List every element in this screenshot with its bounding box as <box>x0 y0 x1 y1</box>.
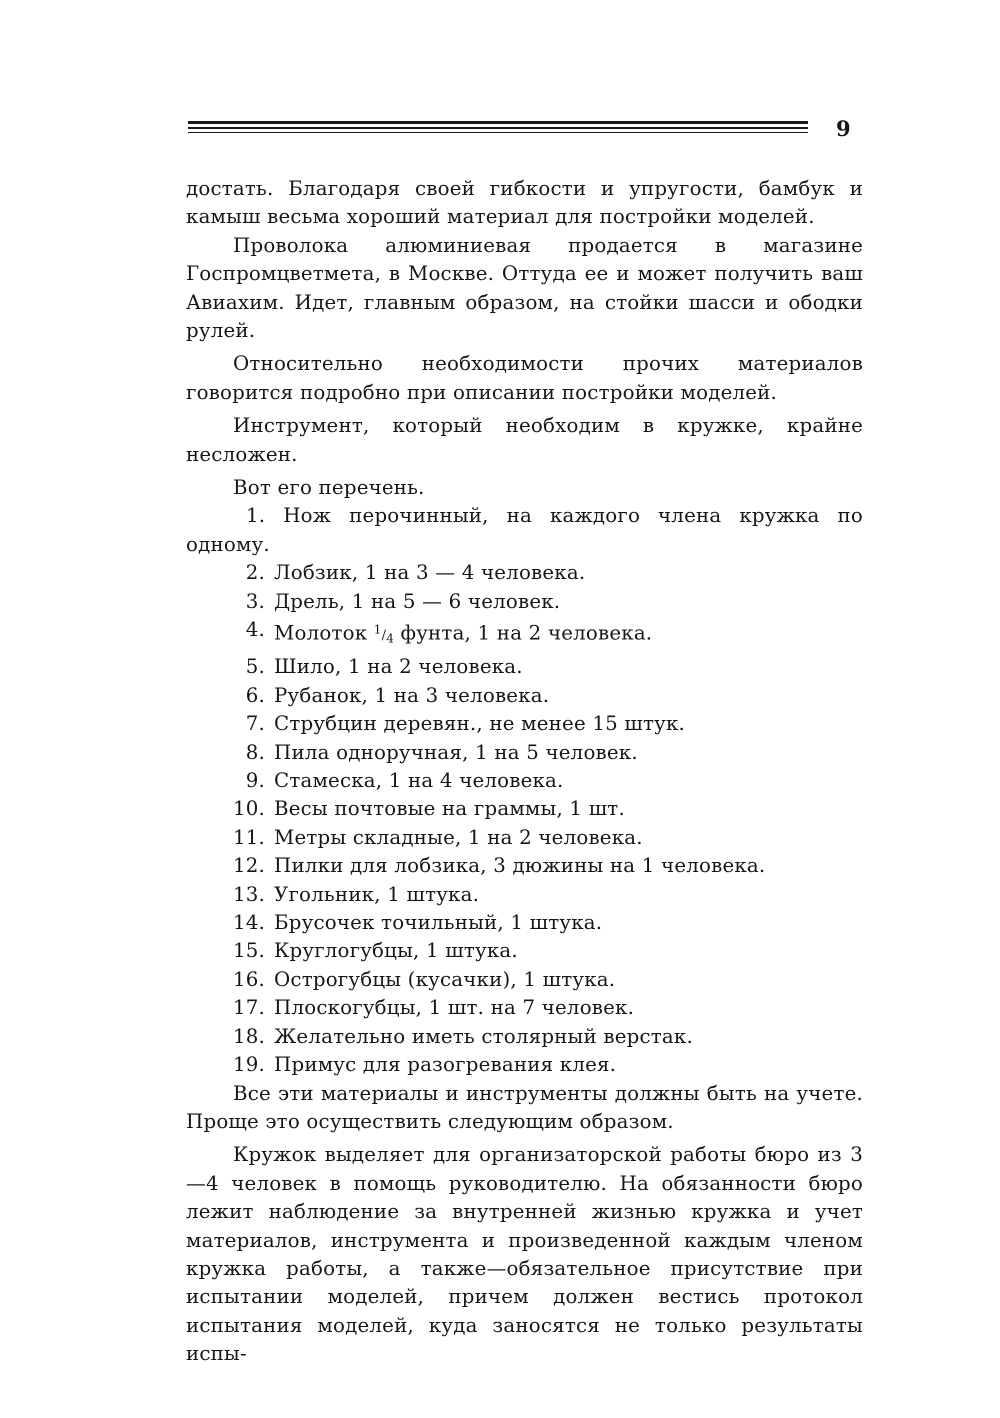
list-item <box>186 588 863 616</box>
list-item-number: 18. <box>232 1024 265 1048</box>
list-item-text: Весы почтовые на граммы, 1 шт. <box>274 797 625 821</box>
list-item-text: Круглогубцы, 1 штука. <box>274 939 518 963</box>
list-item-number: 4. <box>245 618 265 642</box>
list-item-number: 5. <box>245 655 265 679</box>
paragraph-2: Проволока алюминиевая продается в магазине Госпромцветмета, в Москве. Оттуда ее и может получить ваш Авиахим. Идет, главным образом, на стойки шасси и ободки рулей. <box>186 233 863 343</box>
paragraph-1-line-1: достать. Благодаря своей гибкости и упругости, бамбук и <box>186 177 863 200</box>
list-item-number: 2. <box>245 561 265 585</box>
list-item <box>186 653 863 681</box>
list-item <box>186 710 863 738</box>
list-item <box>186 881 863 909</box>
list-item-number: 16. <box>232 967 265 991</box>
list-item-number: 15. <box>232 939 265 963</box>
list-item <box>186 795 863 823</box>
list-item-number: 6. <box>245 683 265 707</box>
list-item-text: Угольник, 1 штука. <box>274 882 480 906</box>
list-item-text: Шило, 1 на 2 человека. <box>274 655 523 679</box>
list-item-number: 11. <box>232 825 265 849</box>
list-item <box>186 739 863 767</box>
list-item-number: 13. <box>232 882 265 906</box>
list-item-text: Стамеска, 1 на 4 человека. <box>274 769 564 793</box>
page-body <box>186 175 863 1369</box>
list-item <box>186 937 863 965</box>
tool-list <box>186 559 863 1079</box>
list-item-number: 9. <box>245 769 265 793</box>
list-item-number: 10. <box>232 797 265 821</box>
list-item-text: Желательно иметь столярный верстак. <box>274 1024 693 1048</box>
list-item-text: Брусочек точильный, 1 штука. <box>274 911 603 935</box>
header-rule <box>188 127 808 129</box>
list-item-text: Пила одноручная, 1 на 5 человек. <box>274 740 638 764</box>
fraction-slash: / <box>381 628 387 644</box>
list-item <box>186 1023 863 1051</box>
fraction <box>373 623 395 647</box>
list-item-text: Примус для разогревания клея. <box>274 1053 617 1077</box>
list-item-text: Дрель, 1 на 5 — 6 человек. <box>274 589 561 613</box>
list-item-text: Молоток <box>274 621 374 645</box>
paragraph-4: Инструмент, который необходим в кружке, крайне несложен. <box>186 414 863 466</box>
header-rule <box>188 121 808 124</box>
list-item <box>186 909 863 937</box>
list-item-text: фунта, 1 на 2 человека. <box>394 621 653 645</box>
list-item <box>186 767 863 795</box>
list-item-text: Метры складные, 1 на 2 человека. <box>274 825 643 849</box>
paragraph-7: Кружок выделяет для организаторской работы бюро из 3—4 человек в помощь руководителю. На обязанности бюро лежит наблюдение за внутренней жизнью кружка и учет материалов, инструмента и произведенной каждым членом кружка работы, а также—обязательное присутствие при испытании моделей, причем должен вестись протокол испытания моделей, куда заносятся не только результаты испы- <box>186 1143 863 1366</box>
paragraph-3: Относительно необходимости прочих материалов говорится подробно при описании постройки моделей. <box>186 352 863 404</box>
list-item <box>186 824 863 852</box>
list-item-text: Лобзик, 1 на 3 — 4 человека. <box>274 561 586 585</box>
list-item-text: Острогубцы (кусачки), 1 штука. <box>274 967 616 991</box>
list-item-number: 3. <box>245 589 265 613</box>
list-item-number: 12. <box>232 854 265 878</box>
list-item-number: 8. <box>245 740 265 764</box>
page-number: 9 <box>836 116 851 141</box>
list-item <box>186 852 863 880</box>
list-item-number: 19. <box>232 1053 265 1077</box>
list-item-text: Струбцин деревян., не менее 15 штук. <box>274 712 686 736</box>
list-item-number: 14. <box>232 911 265 935</box>
paragraph-5: Вот его перечень. <box>233 476 425 500</box>
paragraph-6: Все эти материалы и инструменты должны быть на учете. Проще это осуществить следующим образом. <box>186 1081 863 1133</box>
fraction-denominator: 4 <box>386 632 395 647</box>
list-item-text: Пилки для лобзика, 3 дюжины на 1 человека. <box>274 854 766 878</box>
paragraph-1 <box>186 175 863 232</box>
paragraph-1-line-2: камыш весьма хороший материал для постройки моделей. <box>186 205 815 229</box>
list-item-1: 1. Нож перочинный, на каждого члена кружка по одному. <box>186 504 863 556</box>
list-item <box>186 682 863 710</box>
list-item <box>186 966 863 994</box>
list-item-text: Плоскогубцы, 1 шт. на 7 человек. <box>274 996 635 1020</box>
header-rule <box>188 132 808 133</box>
list-item <box>186 994 863 1022</box>
list-item <box>186 1051 863 1079</box>
list-item <box>186 616 863 653</box>
fraction-numerator: 1 <box>373 623 382 638</box>
list-item-number: 17. <box>232 996 265 1020</box>
list-item <box>186 559 863 587</box>
list-item-number: 7. <box>245 712 265 736</box>
list-item-text: Рубанок, 1 на 3 человека. <box>274 683 550 707</box>
